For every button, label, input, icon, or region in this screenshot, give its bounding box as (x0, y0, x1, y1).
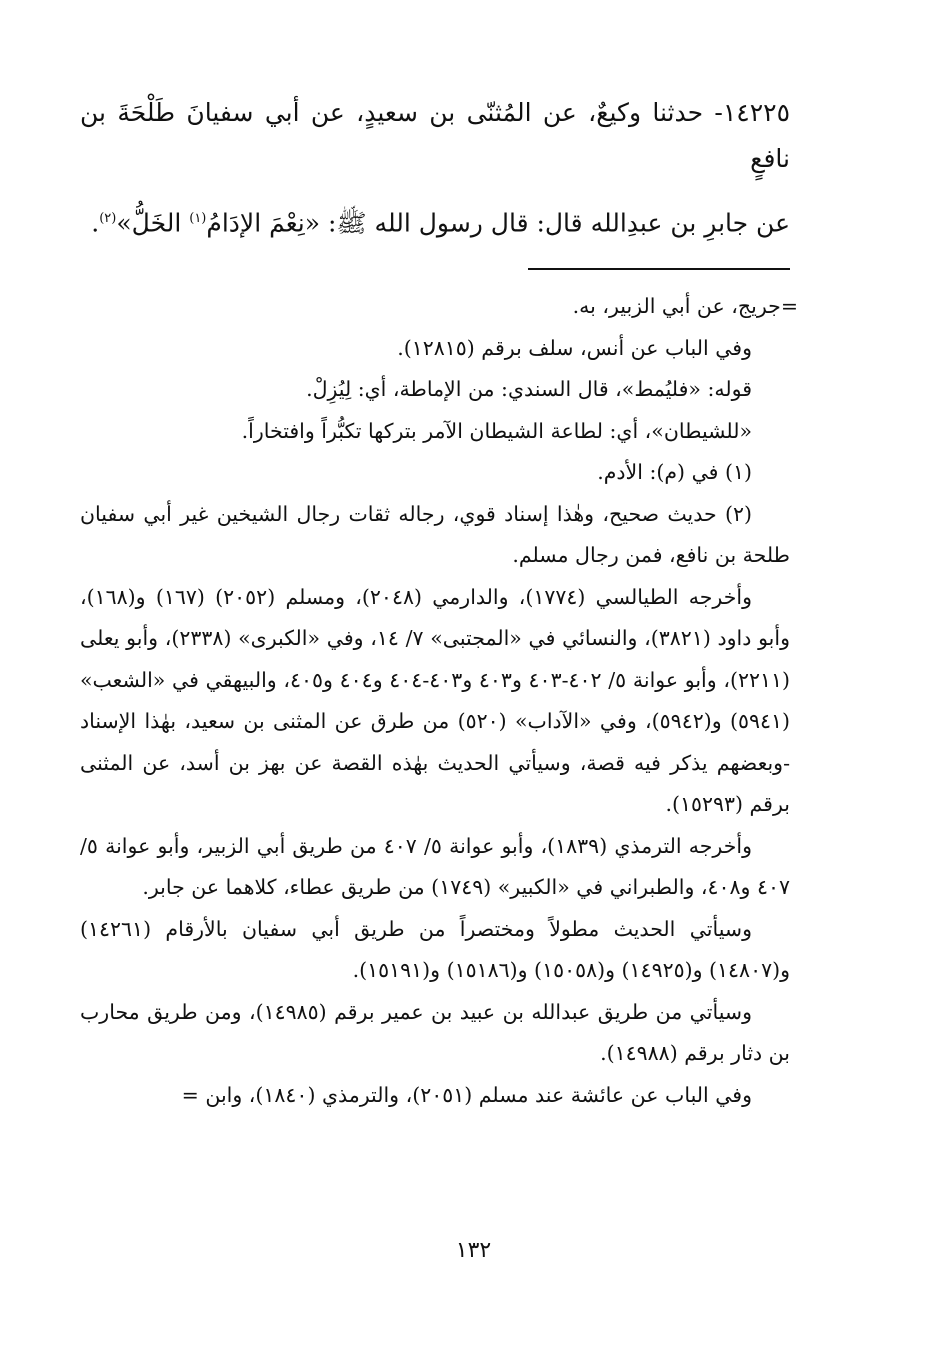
footnote-2: (٢) حديث صحيح، وهٰذا إسناد قوي، رجاله ثقات رجال الشيخين غير أبي سفيان طلحة بن نافع، فمن رجال مسلم. (80, 501, 790, 568)
footnote-1: (١) في (م): الأدم. (597, 460, 752, 485)
hadith-text-3: الخَلُّ» (116, 208, 190, 238)
footnote-paragraph: «للشيطان»، أي: لطاعة الشيطان الآمر بتركها تكبُّراً وافتخاراً. (241, 418, 752, 443)
footnote-paragraph: قوله: «فليُمط»، قال السندي: من الإماطة، أي: لِيُزِلْ. (306, 377, 752, 402)
footnote-marker-1: (١) (189, 211, 207, 226)
footnote-paragraph: وفي الباب عن أنس، سلف برقم (١٢٨١٥). (397, 335, 752, 360)
hadith-line-2 (80, 196, 790, 246)
footnote-marker-2: (٢) (99, 211, 117, 226)
footnote-paragraph: وفي الباب عن عائشة عند مسلم (٢٠٥١)، والترمذي (١٨٤٠)، وابن = (181, 1082, 752, 1107)
page-number: ١٣٢ (455, 1238, 492, 1263)
footnote-separator (528, 268, 790, 270)
hadith-text-end: . (91, 208, 100, 238)
footnote-paragraph: وسيأتي من طريق عبدالله بن عبيد بن عمير برقم (١٤٩٨٥)، ومن طريق محارب بن دثار برقم (١٤٩٨٨). (80, 999, 790, 1066)
footnote-paragraph: وأخرجه الترمذي (١٨٣٩)، وأبو عوانة ٥/ ٤٠٧ من طريق أبي الزبير، وأبو عوانة ٥/ ٤٠٧ و٤٠٨، والطبراني في «الكبير» (١٧٤٩) من طريق عطاء، كلاهما عن جابر. (80, 833, 790, 900)
footnote-paragraph: وأخرجه الطيالسي (١٧٧٤)، والدارمي (٢٠٤٨)، ومسلم (٢٠٥٢) (١٦٧) و(١٦٨)، وأبو داود (٣٨٢١)، والنسائي في «المجتبى» ٧/ ١٤، وفي «الكبرى» (٢٣٣٨)، وأبو يعلى (٢٢١١)، وأبو عوانة ٥/ ٤٠٢-٤٠٣ و٤٠٣ و٤٠٣-٤٠٤ و٤٠٤ و٤٠٥، والبيهقي في «الشعب» (٥٩٤١) و(٥٩٤٢)، وفي «الآداب» (٥٢٠) من طرق عن المثنى بن سعيد، بهٰذا الإسناد -وبعضهم يذكر فيه قصة، وسيأتي الحديث بهٰذه القصة عن بهز بن أسد، عن المثنى برقم (١٥٢٩٣). (80, 584, 791, 817)
footnotes (80, 286, 798, 1116)
hadith-line-1 (80, 90, 790, 182)
hadith-text-2: عن جابرِ بن عبدِالله قال: قال رسول الله ﷺ: «نِعْمَ الإدَامُ (206, 208, 790, 238)
hadith-text-1: ١٤٢٢٥- حدثنا وكيعٌ، عن المُثنّى بن سعيدٍ، عن أبي سفيانَ طَلْحَةَ بن نافعٍ (80, 98, 790, 173)
footnote-paragraph: وسيأتي الحديث مطولاً ومختصراً من طريق أبي سفيان بالأرقام (١٤٢٦١) و(١٤٨٠٧) و(١٤٩٢٥) و(١٥٠٥٨) و(١٥١٨٦) و(١٥١٩١). (80, 916, 790, 983)
document-page (80, 90, 798, 1116)
footnote-continuation: =جريج، عن أبي الزبير، به. (572, 294, 798, 319)
